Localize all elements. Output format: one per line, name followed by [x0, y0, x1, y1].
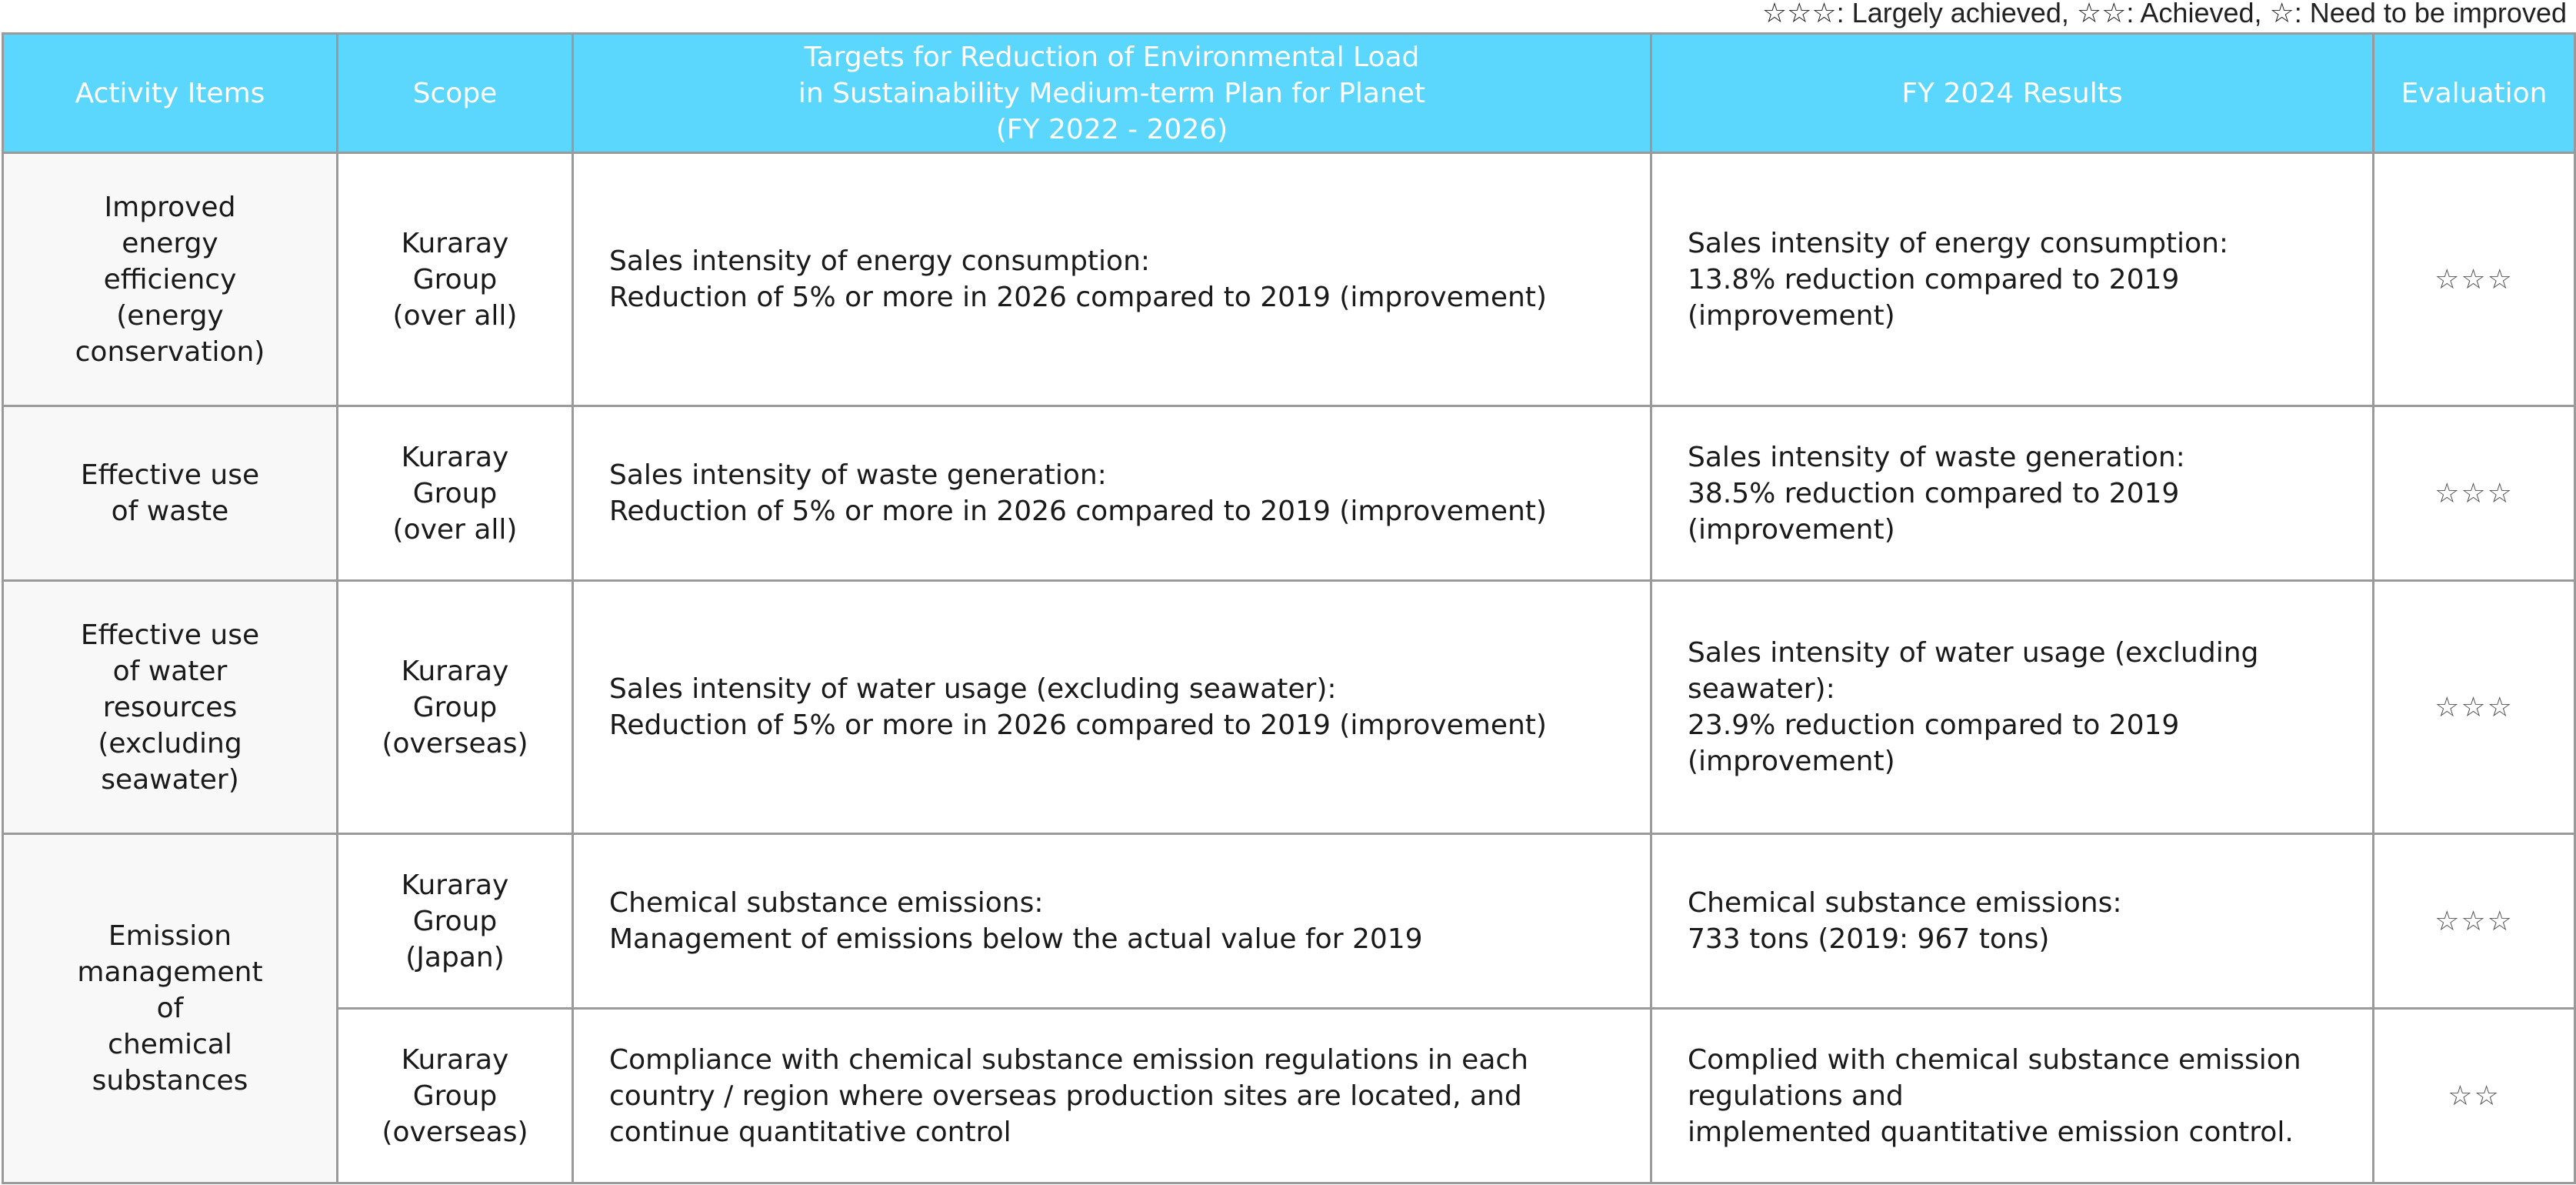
- header-scope: Scope: [338, 34, 573, 153]
- header-activity-items: Activity Items: [3, 34, 338, 153]
- result-cell: Sales intensity of waste generation: 38.5% reduction compared to 2019 (improvement): [1651, 406, 2374, 581]
- sustainability-results-table: [2, 32, 2576, 1184]
- header-evaluation: Evaluation: [2374, 34, 2575, 153]
- scope-cell: Kuraray Group (over all): [338, 153, 573, 406]
- table-row: [3, 153, 2575, 406]
- scope-cell: Kuraray Group (Japan): [338, 834, 573, 1009]
- table-row: [3, 1009, 2575, 1183]
- activity-item-cell: Effective use of water resources (excluding seawater): [3, 581, 338, 834]
- activity-item-cell: Effective use of waste: [3, 406, 338, 581]
- evaluation-legend: ☆☆☆: Largely achieved, ☆☆: Achieved, ☆: Need to be improved: [1761, 0, 2567, 28]
- scope-cell: Kuraray Group (over all): [338, 406, 573, 581]
- scope-cell: Kuraray Group (overseas): [338, 1009, 573, 1183]
- target-cell: Sales intensity of waste generation: Reduction of 5% or more in 2026 compared to 2019 (improvement): [573, 406, 1651, 581]
- header-targets: Targets for Reduction of Environmental Load in Sustainability Medium-term Plan for Planet (FY 2022 - 2026): [573, 34, 1651, 153]
- activity-item-cell: Emission management of chemical substances: [3, 834, 338, 1183]
- result-cell: Chemical substance emissions: 733 tons (2019: 967 tons): [1651, 834, 2374, 1009]
- result-cell: Sales intensity of energy consumption: 13.8% reduction compared to 2019 (improvement): [1651, 153, 2374, 406]
- result-cell: Complied with chemical substance emission regulations and implemented quantitative emission control.: [1651, 1009, 2374, 1183]
- target-cell: Chemical substance emissions: Management of emissions below the actual value for 2019: [573, 834, 1651, 1009]
- evaluation-stars: ☆☆: [2374, 1009, 2575, 1183]
- table-row: [3, 834, 2575, 1009]
- header-fy2024-results: FY 2024 Results: [1651, 34, 2374, 153]
- evaluation-stars: ☆☆☆: [2374, 581, 2575, 834]
- result-cell: Sales intensity of water usage (excluding seawater): 23.9% reduction compared to 2019 (improvement): [1651, 581, 2374, 834]
- target-cell: Sales intensity of energy consumption: Reduction of 5% or more in 2026 compared to 2019 (improvement): [573, 153, 1651, 406]
- target-cell: Sales intensity of water usage (excluding seawater): Reduction of 5% or more in 2026 compared to 2019 (improvement): [573, 581, 1651, 834]
- scope-cell: Kuraray Group (overseas): [338, 581, 573, 834]
- evaluation-stars: ☆☆☆: [2374, 834, 2575, 1009]
- activity-item-cell: Improved energy efficiency (energy conservation): [3, 153, 338, 406]
- target-cell: Compliance with chemical substance emission regulations in each country / region where overseas production sites are located, and continue quantitative control: [573, 1009, 1651, 1183]
- evaluation-stars: ☆☆☆: [2374, 153, 2575, 406]
- table-header-row: [3, 34, 2575, 153]
- evaluation-stars: ☆☆☆: [2374, 406, 2575, 581]
- table-row: [3, 581, 2575, 834]
- table-row: [3, 406, 2575, 581]
